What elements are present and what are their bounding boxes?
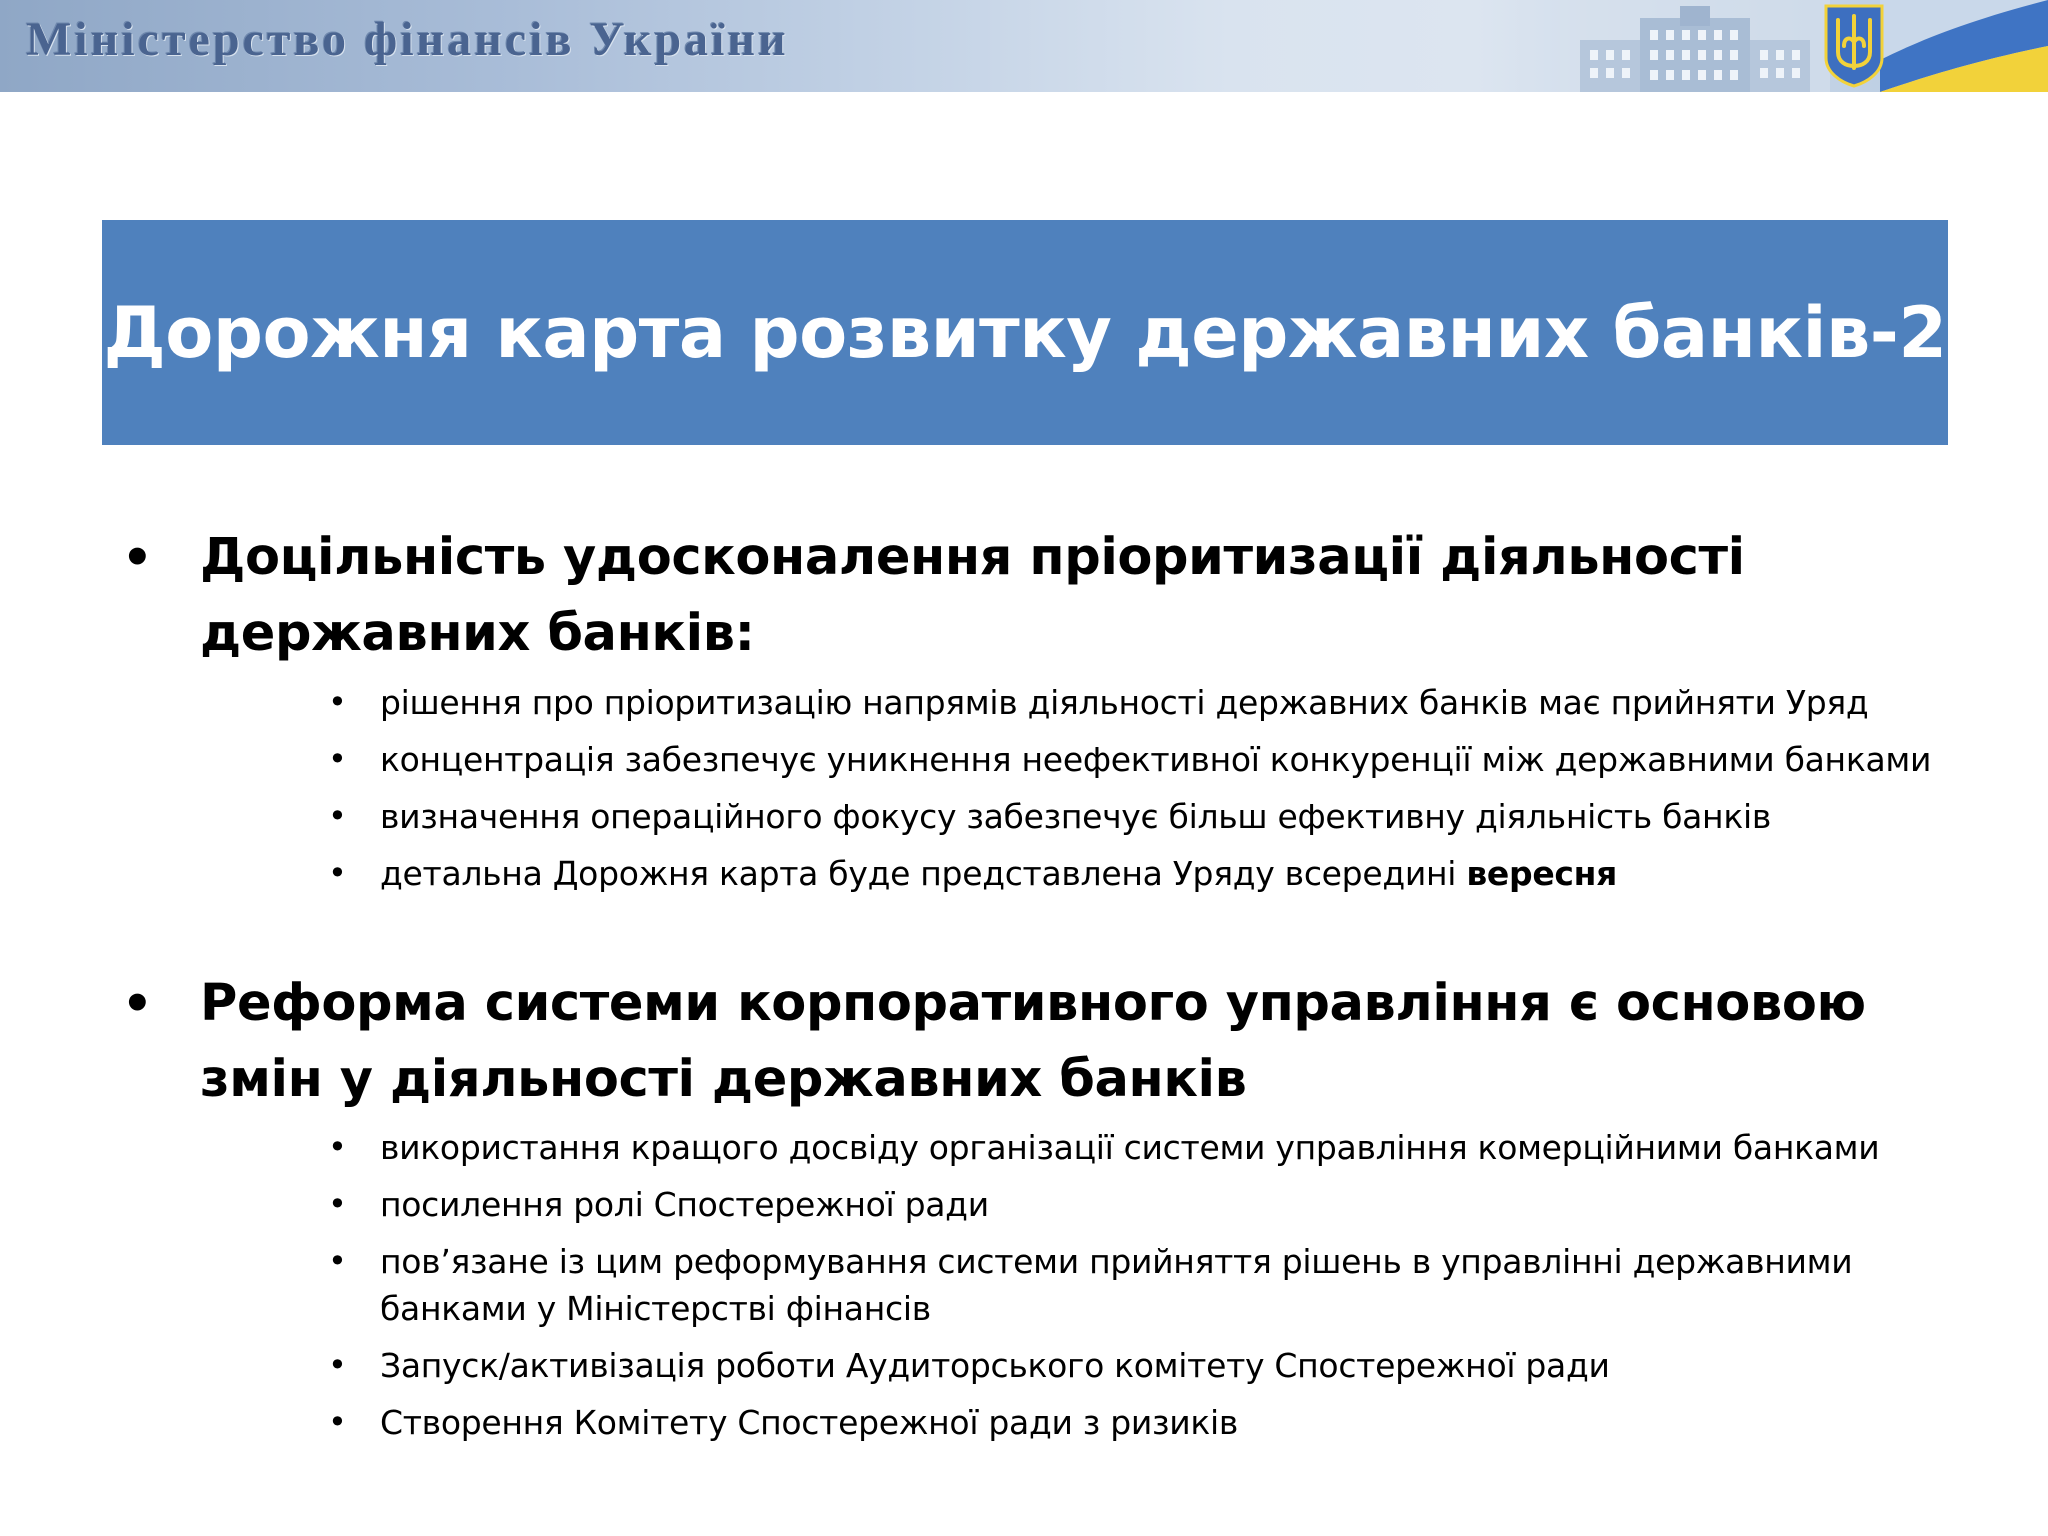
bullet-dot: • — [328, 683, 347, 721]
bullet-dot: • — [122, 976, 153, 1032]
bullet-dot: • — [328, 797, 347, 835]
bullet-list — [328, 679, 2000, 907]
header-band — [0, 0, 2048, 92]
section-heading-text: Доцільність удосконалення пріоритизації діяльності державних банків: — [200, 528, 1745, 663]
title-box — [102, 220, 1948, 445]
list-item-text: Створення Комітету Спостережної ради з ризиків — [380, 1403, 1239, 1442]
ministry-building-image — [1560, 0, 1830, 92]
slide-title: Дорожня карта розвитку державних банків-2 — [103, 291, 1947, 374]
list-item — [328, 679, 2000, 726]
list-item — [328, 1342, 2000, 1389]
list-item — [328, 1238, 2000, 1332]
section-heading — [122, 520, 1900, 672]
bullet-dot: • — [328, 1403, 347, 1441]
bullet-dot: • — [328, 1346, 347, 1384]
bullet-list — [328, 1124, 2000, 1456]
bullet-dot: • — [328, 854, 347, 892]
ukraine-flag-image — [1880, 0, 2048, 92]
section-heading-text: Реформа системи корпоративного управління є основою змін у діяльності державних банків — [200, 974, 1866, 1109]
highlight-month: вересня — [1466, 854, 1618, 893]
list-item-text: детальна Дорожня карта буде представлена Уряду всередині — [380, 854, 1467, 893]
list-item-text: використання кращого досвіду організації системи управління комерційними банками — [380, 1128, 1880, 1167]
list-item-text: пов’язане із цим реформування системи прийняття рішень в управлінні державними банками у Міністерстві фінансів — [380, 1242, 1853, 1328]
list-item — [328, 1124, 2000, 1171]
bullet-dot: • — [328, 1128, 347, 1166]
bullet-dot: • — [328, 740, 347, 778]
list-item — [328, 736, 2000, 783]
list-item — [328, 1181, 2000, 1228]
ministry-title: Міністерство фінансів України — [26, 13, 789, 66]
list-item-text: рішення про пріоритизацію напрямів діяльності державних банків має прийняти Уряд — [380, 683, 1869, 722]
list-item — [328, 850, 2000, 897]
list-item-text: посилення ролі Спостережної ради — [380, 1185, 989, 1224]
section-heading — [122, 966, 1900, 1118]
list-item — [328, 1399, 2000, 1446]
bullet-dot: • — [328, 1185, 347, 1223]
list-item — [328, 793, 2000, 840]
bullet-dot: • — [328, 1242, 347, 1280]
bullet-dot: • — [122, 530, 153, 586]
list-item-text: Запуск/активізація роботи Аудиторського комітету Спостережної ради — [380, 1346, 1610, 1385]
list-item-text: концентрація забезпечує уникнення неефективної конкуренції між державними банками — [380, 740, 1932, 779]
trident-emblem-icon — [1822, 2, 1886, 88]
list-item-text: визначення операційного фокусу забезпечує більш ефективну діяльність банків — [380, 797, 1771, 836]
